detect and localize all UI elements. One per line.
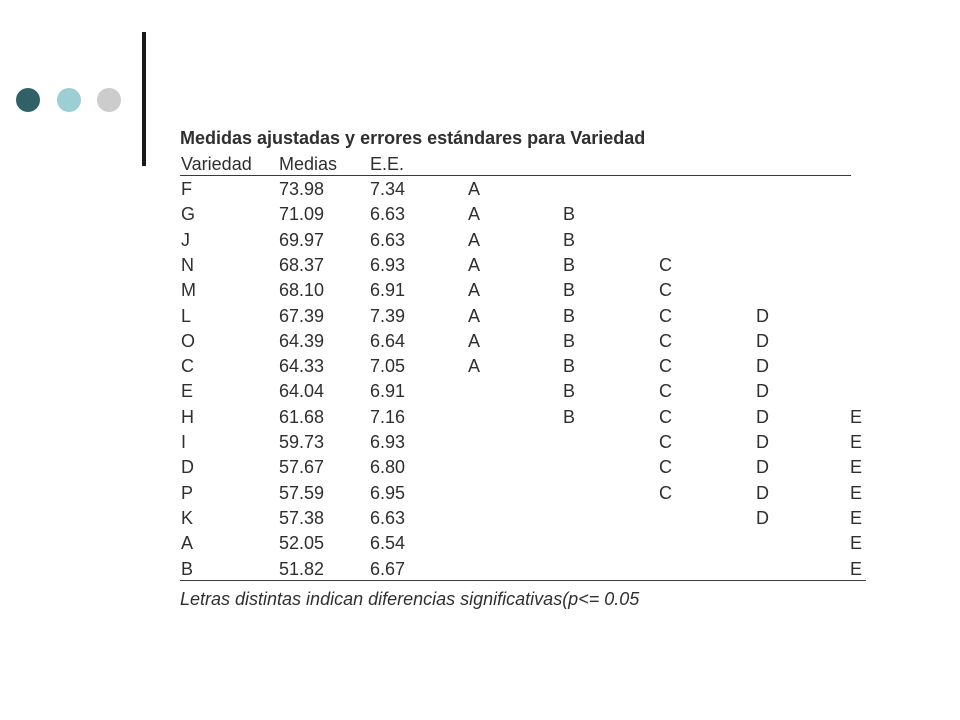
cell-letter-2: B bbox=[563, 280, 576, 301]
table-row bbox=[0, 481, 960, 506]
cell-ee: 6.54 bbox=[370, 533, 406, 554]
cell-letter-5: E bbox=[850, 507, 863, 528]
cell-letter-1: A bbox=[468, 229, 481, 250]
cell-letter-2: B bbox=[563, 381, 576, 402]
cell-media: 71.09 bbox=[279, 204, 325, 225]
table-row bbox=[0, 228, 960, 253]
cell-variedad: L bbox=[181, 305, 192, 326]
cell-variedad: C bbox=[181, 356, 194, 377]
cell-variedad: O bbox=[181, 330, 196, 351]
cell-ee: 6.91 bbox=[370, 381, 406, 402]
cell-variedad: B bbox=[181, 558, 194, 579]
cell-ee: 6.63 bbox=[370, 204, 406, 225]
cell-variedad: E bbox=[181, 381, 194, 402]
cell-letter-1: A bbox=[468, 356, 481, 377]
table-row bbox=[0, 430, 960, 455]
cell-ee: 7.16 bbox=[370, 406, 406, 427]
cell-letter-4: D bbox=[756, 482, 769, 503]
cell-letter-4: D bbox=[756, 457, 769, 478]
cell-variedad: N bbox=[181, 254, 194, 275]
cell-media: 64.04 bbox=[279, 381, 325, 402]
cell-media: 57.59 bbox=[279, 482, 325, 503]
cell-variedad: K bbox=[181, 507, 194, 528]
cell-letter-5: E bbox=[850, 457, 863, 478]
cell-letter-3: C bbox=[659, 254, 672, 275]
cell-variedad: J bbox=[181, 229, 190, 250]
cell-letter-3: C bbox=[659, 280, 672, 301]
cell-media: 61.68 bbox=[279, 406, 325, 427]
table-row bbox=[0, 278, 960, 303]
cell-letter-3: C bbox=[659, 305, 672, 326]
cell-ee: 6.91 bbox=[370, 280, 406, 301]
header-ee: E.E. bbox=[370, 154, 405, 174]
table-row bbox=[0, 455, 960, 480]
cell-ee: 6.64 bbox=[370, 330, 406, 351]
cell-letter-4: D bbox=[756, 356, 769, 377]
cell-letter-1: A bbox=[468, 179, 481, 199]
table-row bbox=[0, 253, 960, 278]
cell-letter-2: B bbox=[563, 305, 576, 326]
cell-letter-3: C bbox=[659, 330, 672, 351]
cell-letter-4: D bbox=[756, 330, 769, 351]
header-medias: Medias bbox=[279, 154, 338, 174]
cell-letter-1: A bbox=[468, 204, 481, 225]
cell-variedad: F bbox=[181, 179, 192, 199]
table-row bbox=[0, 304, 960, 329]
cell-media: 51.82 bbox=[279, 558, 325, 579]
cell-letter-3: C bbox=[659, 381, 672, 402]
cell-letter-5: E bbox=[850, 533, 863, 554]
cell-media: 59.73 bbox=[279, 432, 325, 452]
cell-ee: 6.93 bbox=[370, 254, 406, 275]
cell-letter-1: A bbox=[468, 254, 481, 275]
table-header-row bbox=[0, 152, 960, 177]
cell-ee: 6.80 bbox=[370, 457, 406, 478]
cell-letter-5: E bbox=[850, 432, 863, 452]
cell-variedad: I bbox=[181, 432, 187, 452]
cell-ee: 7.05 bbox=[370, 356, 406, 377]
cell-letter-3: C bbox=[659, 432, 672, 452]
cell-letter-2: B bbox=[563, 406, 576, 427]
cell-media: 64.39 bbox=[279, 330, 325, 351]
cell-variedad: D bbox=[181, 457, 194, 478]
cell-letter-5: E bbox=[850, 558, 863, 579]
cell-letter-5: E bbox=[850, 406, 863, 427]
cell-variedad: A bbox=[181, 533, 194, 554]
cell-media: 57.38 bbox=[279, 507, 325, 528]
cell-letter-2: B bbox=[563, 204, 576, 225]
footnote: Letras distintas indican diferencias significativas(p<= 0.05 bbox=[180, 589, 640, 609]
cell-variedad: P bbox=[181, 482, 194, 503]
header-underline bbox=[180, 175, 851, 176]
cell-letter-1: A bbox=[468, 280, 481, 301]
cell-letter-3: C bbox=[659, 457, 672, 478]
cell-media: 73.98 bbox=[279, 179, 325, 199]
cell-media: 67.39 bbox=[279, 305, 325, 326]
cell-letter-3: C bbox=[659, 356, 672, 377]
table-row bbox=[0, 202, 960, 227]
cell-letter-3: C bbox=[659, 482, 672, 503]
cell-ee: 7.39 bbox=[370, 305, 406, 326]
cell-ee: 7.34 bbox=[370, 179, 406, 199]
cell-letter-1: A bbox=[468, 330, 481, 351]
cell-ee: 6.95 bbox=[370, 482, 406, 503]
cell-ee: 6.63 bbox=[370, 229, 406, 250]
cell-letter-2: B bbox=[563, 229, 576, 250]
cell-media: 68.37 bbox=[279, 254, 325, 275]
table-row bbox=[0, 506, 960, 531]
cell-letter-3: C bbox=[659, 406, 672, 427]
cell-letter-4: D bbox=[756, 381, 769, 402]
cell-variedad: H bbox=[181, 406, 194, 427]
cell-ee: 6.63 bbox=[370, 507, 406, 528]
cell-letter-4: D bbox=[756, 507, 769, 528]
cell-letter-4: D bbox=[756, 406, 769, 427]
cell-letter-1: A bbox=[468, 305, 481, 326]
cell-letter-4: D bbox=[756, 432, 769, 452]
cell-ee: 6.67 bbox=[370, 558, 406, 579]
cell-media: 68.10 bbox=[279, 280, 325, 301]
cell-letter-4: D bbox=[756, 305, 769, 326]
cell-letter-5: E bbox=[850, 482, 863, 503]
table-row bbox=[0, 329, 960, 354]
table-row bbox=[0, 557, 960, 582]
cell-ee: 6.93 bbox=[370, 432, 406, 452]
cell-letter-2: B bbox=[563, 356, 576, 377]
table-row bbox=[0, 405, 960, 430]
table-title: Medidas ajustadas y errores estándares para Variedad bbox=[180, 128, 646, 148]
table-row bbox=[0, 379, 960, 404]
table-row bbox=[0, 531, 960, 556]
header-variedad: Variedad bbox=[181, 154, 252, 174]
cell-media: 69.97 bbox=[279, 229, 325, 250]
table-row bbox=[0, 354, 960, 379]
cell-media: 52.05 bbox=[279, 533, 325, 554]
cell-variedad: M bbox=[181, 280, 196, 301]
table-row bbox=[0, 177, 960, 202]
table-bottom-rule bbox=[180, 580, 866, 581]
cell-letter-2: B bbox=[563, 330, 576, 351]
cell-letter-2: B bbox=[563, 254, 576, 275]
cell-variedad: G bbox=[181, 204, 196, 225]
cell-media: 57.67 bbox=[279, 457, 325, 478]
cell-media: 64.33 bbox=[279, 356, 325, 377]
